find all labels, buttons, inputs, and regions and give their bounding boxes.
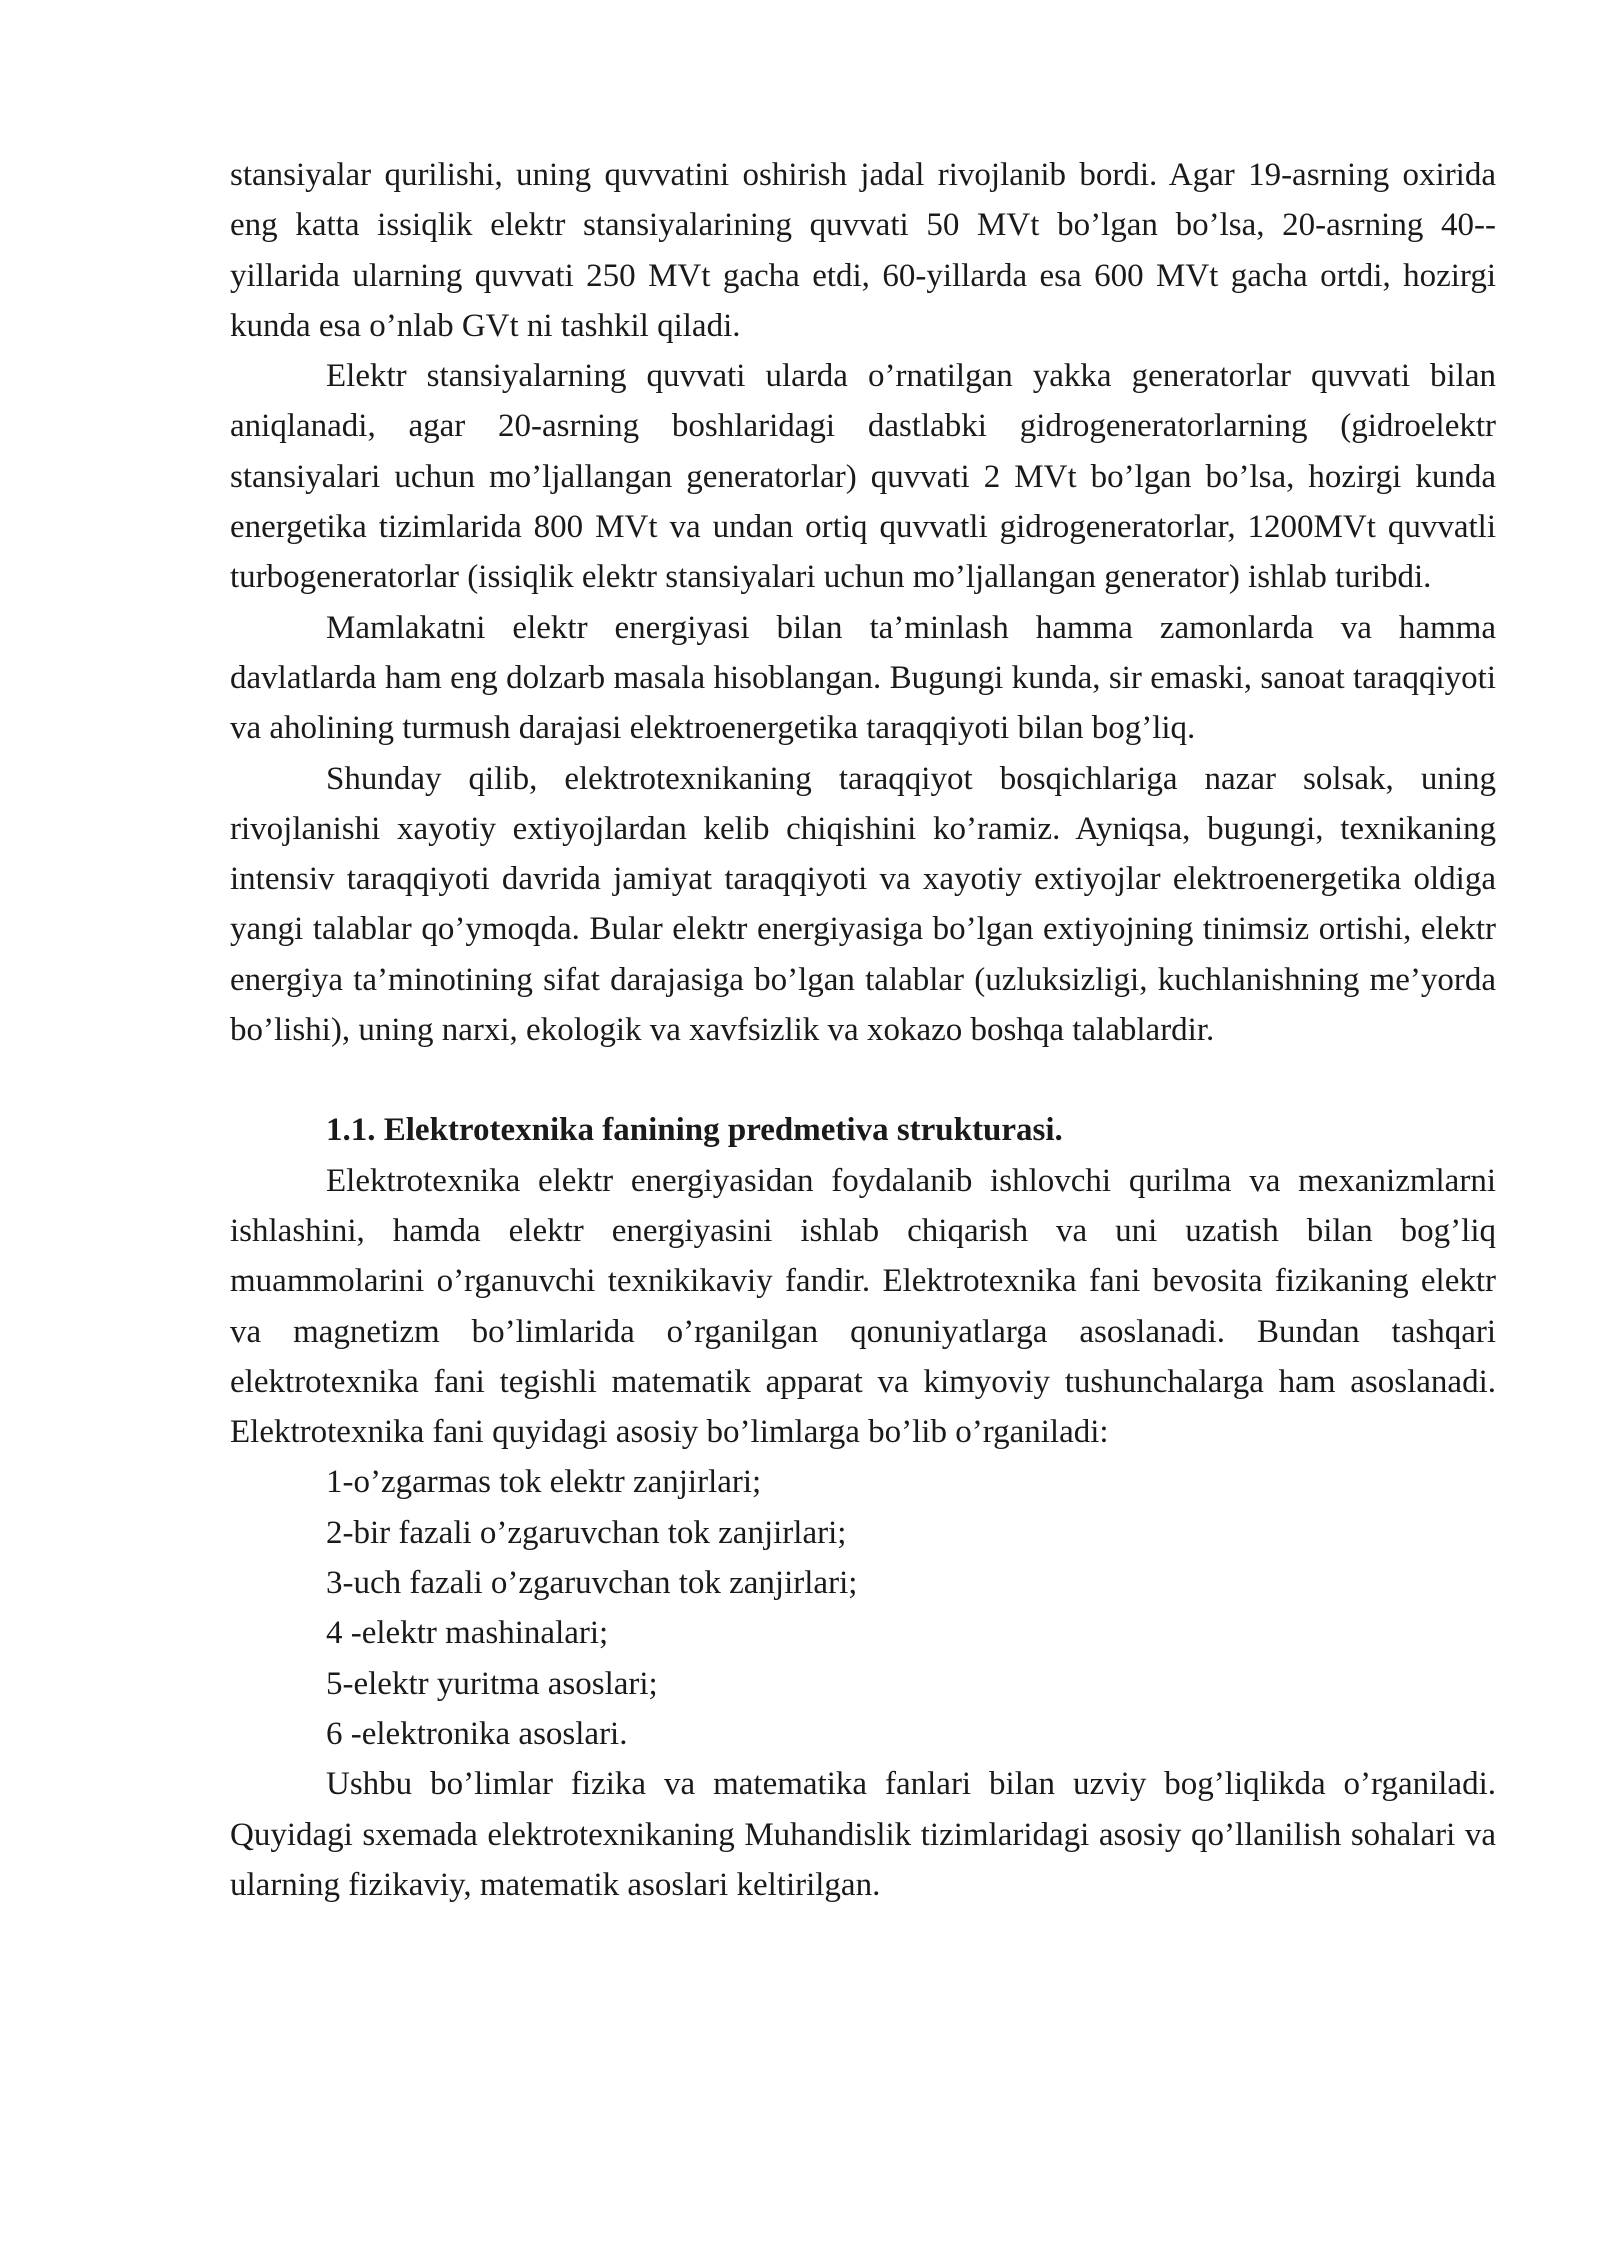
list-item: 1-o’zgarmas tok elektr zanjirlari; [326,1464,762,1501]
list-item: 6 -elektronika asoslari. [326,1715,628,1752]
list-item: 3-uch fazali o’zgaruvchan tok zanjirlari; [326,1565,858,1602]
paragraph-closing: Ushbu bo’limlar fizika va matematika fanlari bilan uzviy bog’liqlikda o’rganiladi. Quyidagi sxemada elektrotexnikaning Muhandislik tizimlaridagi asosiy qo’llanilish sohalari va ularning fizikaviy, matematik asoslari keltirilgan. [230,1766,1496,1903]
section-heading: 1.1. Elektrotexnika fanining predmetiva strukturasi. [326,1112,1063,1149]
paragraph-section-intro: Elektrotexnika elektr energiyasidan foydalanib ishlovchi qurilma va mexanizmlarni ishlashini, hamda elektr energiyasini ishlab chiqarish va uni uzatish bilan bog’liq muammolarini o’rganuvchi texnikikaviy fandir. Elektrotexnika fani bevosita fizikaning elektr va magnetizm bo’limlarida o’rganilgan qonuniyatlarga asoslanadi. Bundan tashqari elektrotexnika fani tegishli matematik apparat va kimyoviy tushunchalarga ham asoslanadi. Elektrotexnika fani quyidagi asosiy bo’limlarga bo’lib o’rganiladi: [230,1162,1496,1451]
list-item: 5-elektr yuritma asoslari; [326,1665,658,1702]
document-page [230,150,1496,1910]
paragraph-generators: Elektr stansiyalarning quvvati ularda o’rnatilgan yakka generatorlar quvvati bilan aniqlanadi, agar 20-asrning boshlaridagi dastlabki gidrogeneratorlarning (gidroelektr stansiyalari uchun mo’ljallangan generatorlar) quvvati 2 MVt bo’lgan bo’lsa, hozirgi kunda energetika tizimlarida 800 MVt va undan ortiq quvvatli gidrogeneratorlar, 1200MVt quvvatli turbogeneratorlar (issiqlik elektr stansiyalari uchun mo’ljallangan generator) ishlab turibdi. [230,358,1496,596]
topics-list [230,1457,1496,1759]
list-item: 2-bir fazali o’zgaruvchan tok zanjirlari; [326,1514,847,1551]
paragraph-energy-supply: Mamlakatni elektr energiyasi bilan ta’minlash hamma zamonlarda va hamma davlatlarda ham eng dolzarb masala hisoblangan. Bugungi kunda, sir emaski, sanoat taraqqiyoti va aholining turmush darajasi elektroenergetika taraqqiyoti bilan bog’liq. [230,609,1496,747]
list-item: 4 -elektr mashinalari; [326,1615,609,1652]
paragraph-intro-continued: stansiyalar qurilishi, uning quvvatini oshirish jadal rivojlanib bordi. Agar 19-asrning oxirida eng katta issiqlik elektr stansiyalarining quvvati 50 MVt bo’lgan bo’lsa, 20-asrning 40--yillarida ularning quvvati 250 MVt gacha etdi, 60-yillarda esa 600 MVt gacha ortdi, hozirgi kunda esa o’nlab GVt ni tashkil qiladi. [230,157,1496,344]
paragraph-development-needs: Shunday qilib, elektrotexnikaning taraqqiyot bosqichlariga nazar solsak, uning rivojlanishi xayotiy extiyojlardan kelib chiqishini ko’ramiz. Ayniqsa, bugungi, texnikaning intensiv taraqqiyoti davrida jamiyat taraqqiyoti va xayotiy extiyojlar elektroenergetika oldiga yangi talablar qo’ymoqda. Bular elektr energiyasiga bo’lgan extiyojning tinimsiz ortishi, elektr energiya ta’minotining sifat darajasiga bo’lgan talablar (uzluksizligi, kuchlanishning me’yorda bo’lishi), uning narxi, ekologik va xavfsizlik va xokazo boshqa talablardir. [230,760,1496,1049]
